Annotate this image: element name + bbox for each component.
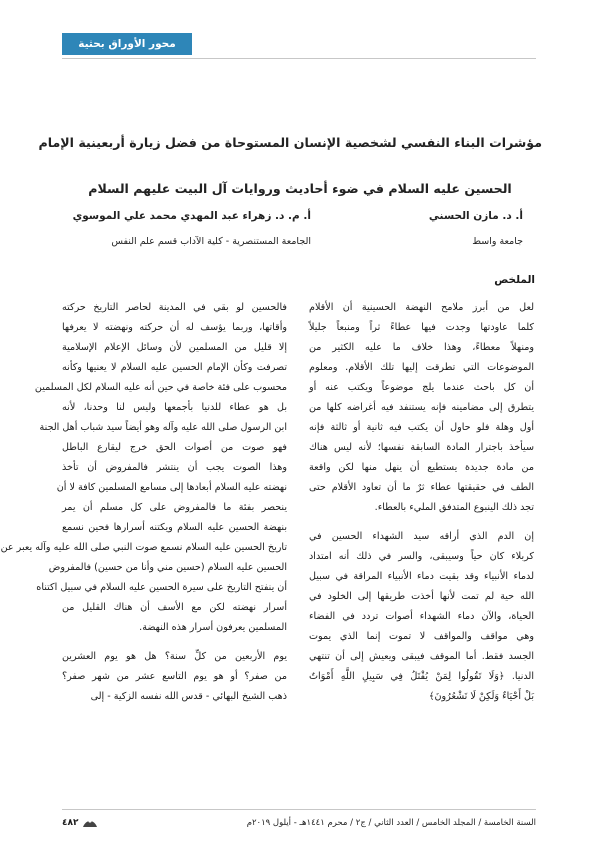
text-line: الله حية لم تمت لأنها أخذت طريقها إلى الخلود في: [309, 591, 534, 602]
text-line: فهو صوت من أصوات الحق خرج ليقارع الباطل: [62, 442, 287, 453]
page-footer: [62, 812, 536, 834]
text-line: بَلْ أَحْيَاءٌ وَلَكِنْ لَا تَشْعُرُونَ﴾: [428, 691, 534, 702]
author-affiliation-2: الجامعة المستنصرية - كلية الآداب قسم علم النفس: [111, 236, 311, 247]
text-line: لدماء الأنبياء وقد بقيت دماء الأنبياء المراقة في سبيل: [309, 571, 534, 582]
text-line: يتطرق إلى مضامينه فإنه يستنفد فيه أغراضه كلها من: [309, 402, 534, 413]
author-name-1: أ. د. مازن الحسني: [428, 210, 523, 222]
text-line: أول وهلة فلو حاول أن يكتب فيه ثانية أو ثالثة فإنه: [309, 422, 534, 433]
text-line: أن كل باحث عندما يلج موضوعاً ويكتب عنه أو: [309, 382, 534, 393]
paragraph: [0, 298, 287, 638]
text-line: تصرفت وكأن الإمام الحسين عليه السلام لا يعنيها وكأنه: [62, 362, 287, 373]
text-line: وهذا الصوت يجب أن ينتشر فالمفروض أن تأخذ: [62, 462, 287, 473]
text-line: أسرار نهضته لكن مع الأسف أن هناك القليل من: [62, 602, 287, 613]
footer-rule: [62, 809, 536, 810]
text-line: وهي مواقف والمواقف لا تموت إنما الذي يموت: [309, 631, 534, 642]
text-line: الحياة، والآن دماء الشهداء أصوات تردد في الفضاء: [309, 611, 534, 622]
text-line: لعل من أبرز ملامح النهضة الحسينية أن الأقلام: [309, 302, 534, 313]
text-column-left: [0, 298, 287, 707]
text-line: نهضته عليه السلام أبعادها إلى مسامع المسلمين كافة لا أن: [56, 482, 287, 493]
text-column-right: [309, 298, 534, 707]
text-line: ينحصر بفئة ما فالمفروض على كل مسلم أن يمر: [62, 502, 287, 513]
decorative-ornament-icon: [82, 817, 98, 829]
paragraph: [309, 298, 534, 518]
section-banner-label: محور الأوراق بحثية: [78, 38, 176, 50]
paragraph: [62, 647, 287, 707]
text-line: إلا قليل من المسلمين لأن وسائل الإعلام الإسلامية: [62, 342, 287, 353]
author-block-2: [73, 203, 311, 255]
author-name-2: أ. م. د. زهراء عبد المهدي محمد علي الموسوي: [72, 210, 311, 222]
article-title-line-2: الحسين عليه السلام في ضوء أحاديث وروايات آل البيت عليهم السلام: [88, 181, 512, 196]
author-block-1: [429, 203, 523, 255]
section-banner: [62, 33, 192, 55]
header-rule: [62, 58, 536, 59]
text-line: محسوب على فئة خاصة في حين أنه عليه السلام لكل المسلمين: [34, 382, 287, 393]
text-line: كربلاء كان حياً وسيبقى، والسر في ذلك أنه امتداد: [309, 551, 534, 562]
text-line: فالحسين لو بقي في المدينة لحاصر التاريخ حركته: [62, 302, 287, 313]
page-number: ٤٨٢: [62, 818, 79, 828]
journal-citation: السنة الخامسة / المجلد الخامس / العدد الثاني / ج٢ / محرم ١٤٤١هـ - أيلول ٢٠١٩م: [246, 818, 536, 828]
text-line: سيأخذ باجترار المادة السابقة نفسها؛ لأنه ليس هناك: [309, 442, 534, 453]
text-line: الدنيا. ﴿وَلَا تَقُولُوا لِمَنْ يُقْتَلُ فِي سَبِيلِ اللَّهِ أَمْوَاتٌ: [309, 671, 534, 682]
author-affiliation-1: جامعة واسط: [472, 236, 523, 247]
text-line: من صفر؟ أو هو يوم التاسع عشر من شهر صفر؟: [62, 671, 287, 682]
text-line: أن ينفتح التاريخ على سيرة الحسين عليه السلام في سبيل اكتناه: [36, 582, 287, 593]
page-number-box: [62, 817, 98, 829]
text-line: وأقاتها، وربما يؤسف له أن حركته ونهضته لا يعرفها: [62, 322, 287, 333]
text-line: بنهضة الحسين عليه السلام ويكتنه أسرارها فحين نسمع: [62, 522, 287, 533]
text-line: ذهب الشيخ البهائي - قدس الله نفسه الزكية - إلى: [90, 691, 287, 702]
text-line: من مادة جديدة يستطيع أن ينهل منها لكن واقعة: [309, 462, 534, 473]
text-line: يوم الأربعين من كلِّ سنة؟ هل هو يوم العشرين: [62, 651, 287, 662]
text-line: الطف في حقيقتها عطاء ثرٌ ما أن تعاود الأقلام حتى: [309, 482, 534, 493]
text-line: المسلمين يعرفون أسرار هذه النهضة.: [139, 622, 287, 633]
text-line: كلما عاودتها وجدت فيها عطاءً ثراً ومنبعاً جليلاً: [309, 322, 534, 333]
abstract-heading: الملخص: [494, 274, 535, 286]
text-line: تاريخ الحسين عليه السلام نسمع صوت النبي صلى الله عليه وآله يعبر عن: [0, 542, 287, 553]
text-line: ومنهلاً معطاءً، وهذا خلاف ما عليه الكثير من: [309, 342, 534, 353]
article-title-line-1: مؤشرات البناء النفسي لشخصية الإنسان المستوحاة من فضل زيارة أربعينية الإمام: [38, 135, 542, 150]
text-line: الجسد فقط. أما الموقف فيبقى ويعيش إلى أن تنتهي: [309, 651, 534, 662]
text-line: ابن الرسول صلى الله عليه وآله وهو أيضاً سيد شباب أهل الجنة: [39, 422, 287, 433]
text-line: إن الدم الذي أراقه سيد الشهداء الحسين في: [309, 531, 534, 542]
text-line: الموضوعات التي تطرقت إليها تلك الأقلام. ومعلوم: [309, 362, 534, 373]
text-line: الحسين عليه السلام (حسين مني وأنا من حسين) فالمفروض: [48, 562, 287, 573]
text-line: تجد ذلك الينبوع المتدفق المليء بالعطاء.: [374, 502, 534, 513]
article-title: [38, 120, 542, 212]
paragraph: [309, 527, 534, 707]
text-line: بل هو عطاء للدنيا بأجمعها وليس لنا وحدنا، لأنه: [62, 402, 287, 413]
